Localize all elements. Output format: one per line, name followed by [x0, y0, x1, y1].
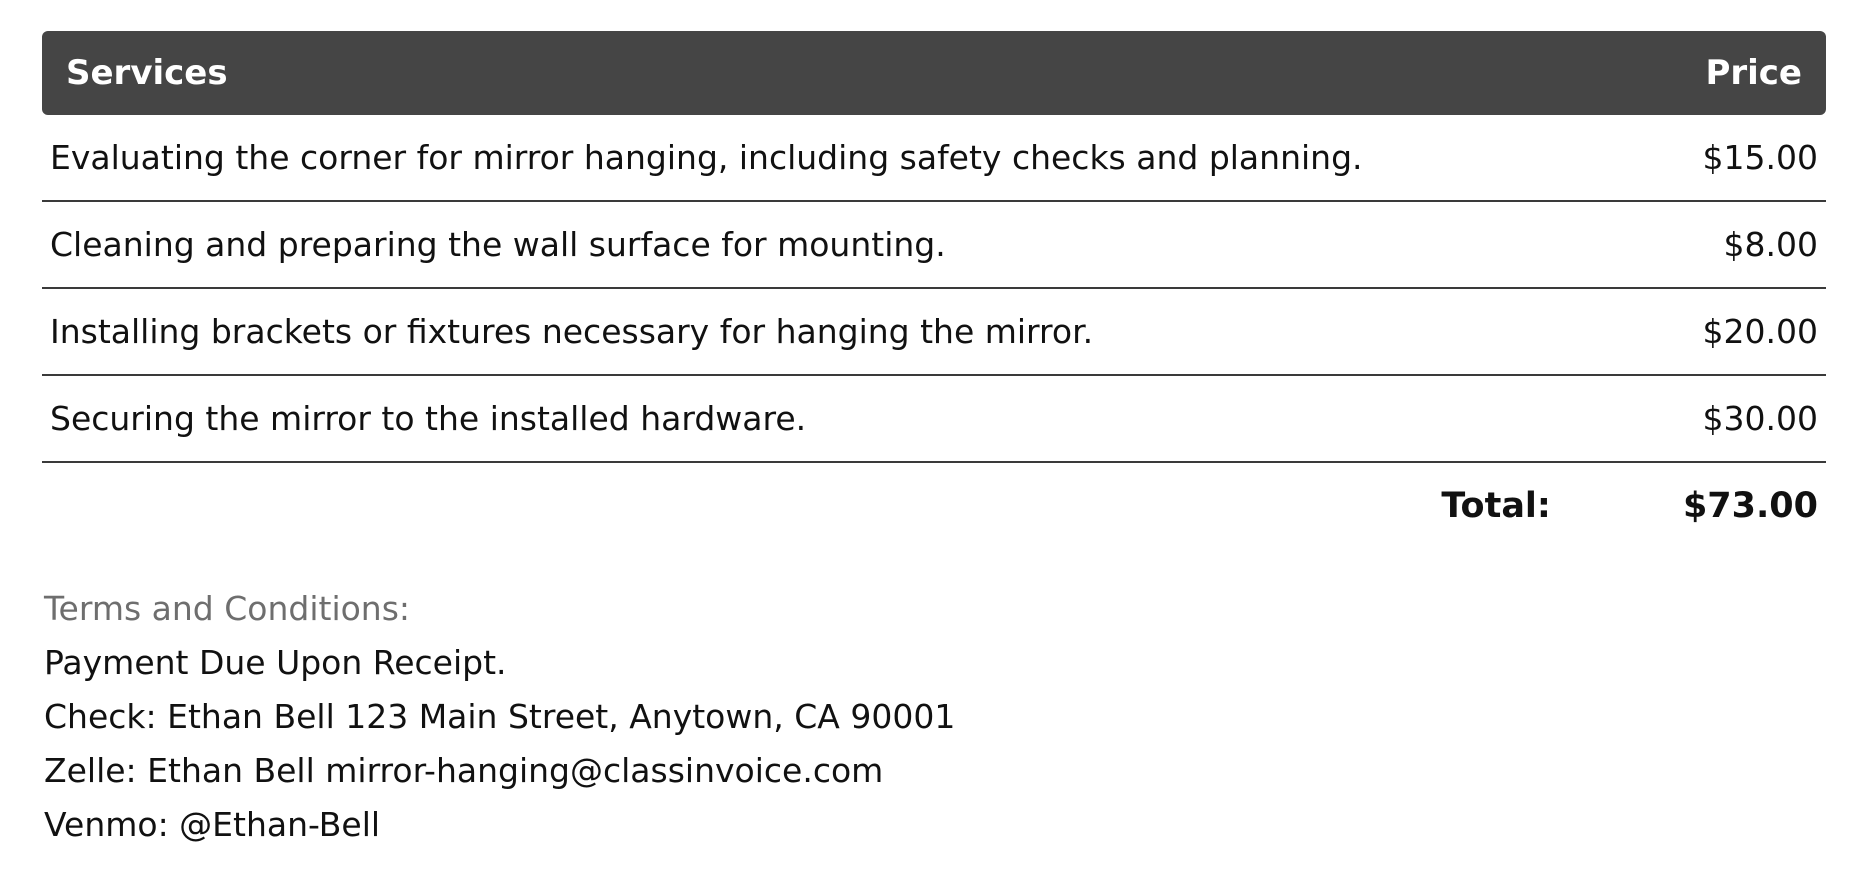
terms-section: [44, 582, 955, 852]
price-column-header: Price: [1705, 53, 1802, 93]
table-row: [42, 289, 1826, 376]
service-description: Installing brackets or fixtures necessary for hanging the mirror.: [50, 312, 1094, 351]
table-row: [42, 202, 1826, 289]
table-row: [42, 376, 1826, 463]
terms-line-zelle: Zelle: Ethan Bell mirror-hanging@classinvoice.com: [44, 751, 884, 790]
service-description: Securing the mirror to the installed hardware.: [50, 399, 807, 438]
terms-line-venmo: Venmo: @Ethan-Bell: [44, 805, 381, 844]
service-price: $20.00: [1702, 312, 1818, 351]
service-price: $15.00: [1702, 138, 1818, 177]
total-label: Total:: [1441, 486, 1551, 526]
terms-line-payment: Payment Due Upon Receipt.: [44, 643, 507, 682]
terms-line-check: Check: Ethan Bell 123 Main Street, Anytown, CA 90001: [44, 697, 956, 736]
service-description: Evaluating the corner for mirror hanging, including safety checks and planning.: [50, 138, 1363, 177]
services-table: [42, 31, 1826, 549]
service-price: $8.00: [1723, 225, 1818, 264]
total-value: $73.00: [1682, 486, 1818, 526]
terms-title: Terms and Conditions:: [44, 589, 411, 628]
service-price: $30.00: [1702, 399, 1818, 438]
total-row: [42, 463, 1826, 549]
services-column-header: Services: [66, 53, 228, 93]
service-description: Cleaning and preparing the wall surface for mounting.: [50, 225, 946, 264]
table-row: [42, 115, 1826, 202]
table-header: [42, 31, 1826, 115]
